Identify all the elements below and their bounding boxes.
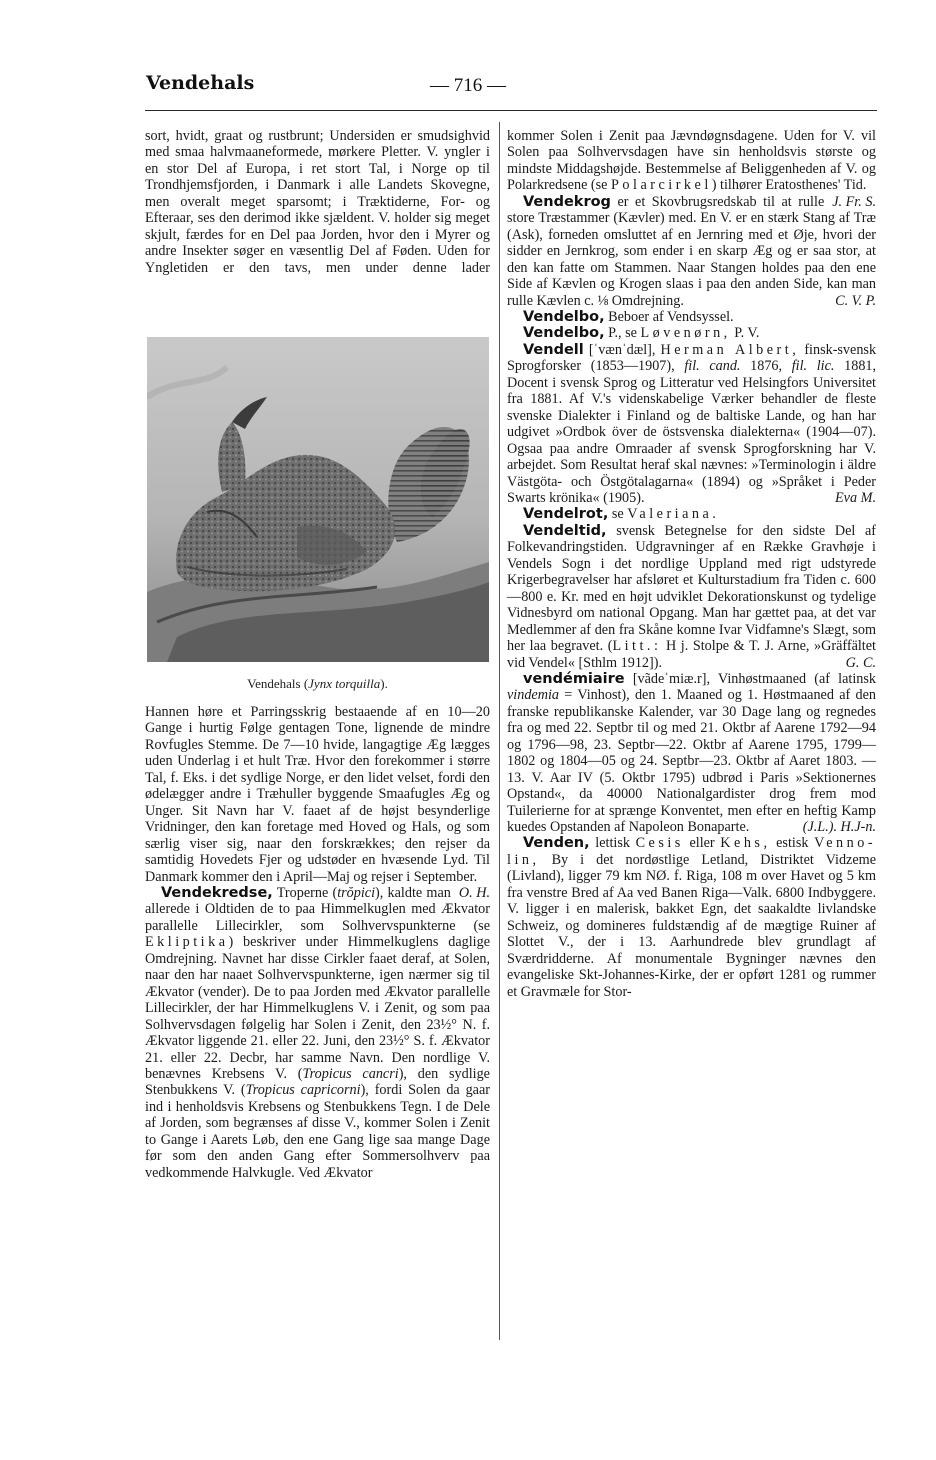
figure-caption — [145, 676, 490, 692]
caption-suffix: ). — [380, 676, 388, 691]
wryneck-bird-image — [147, 337, 489, 662]
author-signature: C. V. P. — [835, 292, 876, 309]
caption-text: Vendehals ( — [247, 676, 309, 691]
running-head-word: Vendehals — [146, 72, 255, 94]
headword: Vendelbo, — [523, 308, 605, 325]
headword: Vendekredse, — [161, 884, 273, 901]
entry-vendekredse: Vendekredse, Troperne (trŏpici), kaldte man allerede i Oldtiden de to paa Himmelkuglen med Ækvator parallelle Lillecirkler, som Solhvervspunkterne (se Ekliptika) beskriver under Himmelkuglens daglige Omdrejning. Navnet har disse Cirkler faaet deraf, at Solen, naar den har naaet Solhvervspunkterne, igen nærmer sig til Ækvator (vender). De to paa Jorden med Ækvator parallelle Lillecirkler, der har Himmelkuglens V. i Zenit, og som paa Solhvervsdagen følgelig har Solen i Zenit, den 23½° N. f. Ækvator liggende 21. eller 22. Juni, den 23½° S. f. Ækvator 21. eller 22. Decbr, har samme Navn. Den nordlige V. benævnes Krebsens V. (Tropicus cancri), den sydlige Stenbukkens V. (Tropicus capricorni), fordi Solen da gaar ind i henholdsvis Krebsens og Stenbukkens Tegn. I de Dele af Jorden, som begrænses af disse V., kommer Solen i Zenit to Gange i Aarets Løb, den ene Gang lige saa mange Dage før som den anden Gang efter Sommersolhverv paa vedkommende Halvkugle. Ved Ækvator — [145, 884, 490, 1181]
headword: Vendekrog — [523, 193, 611, 210]
left-column-top — [145, 128, 490, 293]
person-name: Herman Albert, — [660, 341, 800, 358]
cross-reference: Ekliptika — [145, 934, 229, 951]
entry-vendelrot: Vendelrot, se Valeriana. — [523, 506, 720, 523]
right-column — [507, 128, 876, 1000]
headword: Venden, — [523, 835, 590, 852]
literature-label: Litt.: — [612, 638, 662, 655]
entry-vendell: Vendell [ˈvænˈdæl], Herman Albert, finsk-svensk Sprogforsker (1853—1907), fil. cand. 1876, fil. lic. 1881, Docent i svensk Sprog og Litteratur ved Helsingfors Universitet fra 1881. Af V.'s videnskabelige Værker behandler de fleste svenske Dialekter i Finland og de baltiske Lande, og han har udgivet »Ordbok över de östsvenska dialekterna« (1904—07). Ogsaa paa andre Omraader af svensk Sprogforskning har V. arbejdet. Som Resultat heraf skal nævnes: »Terminologin i äldre Västgöta- och Östgötalagarna« (1894) og »Språket i Peder Swarts krönika« (1905). Eva M. — [507, 341, 877, 506]
entry-vendelbo-1: Vendelbo, Beboer af Vendsyssel. — [523, 308, 734, 325]
alt-name: Kehs, — [720, 835, 771, 852]
author-signature: O. H. — [458, 884, 490, 901]
cross-reference: Valeriana. — [627, 506, 720, 523]
author-signature: G. C. — [845, 654, 876, 671]
alt-name: Venno-lin, — [507, 835, 877, 868]
author-signature: J. Fr. S. — [832, 193, 876, 210]
cross-reference: Polarcirkel — [611, 177, 712, 194]
vendehals-continued: sort, hvidt, graat og rustbrunt; Undersiden er smudsighvid med smaa halvmaaneformede, mørkere Pletter. V. yngler i en stor Del af Europa, i ret stort Tal, i Norge op til Trondhjemsfjorden, i Danmark i alle Landets Skovegne, men overalt meget sparsomt; i Træktiderne, For- og Efteraar, ses den derimod ikke sjældent. V. holder sig meget skjult, færdes for en Del paa Jorden, hvor den i Myrer og andre Insekter søger en væsentlig Del af Føden. Uden for Yngletiden er den tavs, men under denne lader — [145, 128, 490, 276]
entry-venden: Venden, lettisk Cesis eller Kehs, estisk Venno-lin, By i det nordøstlige Letland, Distriktet Vidzeme (Livland), ligger 79 km NØ. f. Riga, 108 m over Havet og 5 km fra venstre Bred af Aa ved Banen Riga—Valk. 6800 Indbyggere. V. ligger i en malerisk, bakket Egn, det saakaldte livlandske Schweiz, og domineres fuldstændig af de mægtige Ruiner af Slottet V., der i 13. Aarhundrede blev grundlagt af Sværdridderne. Af monumentale Bygninger nævnes den evangeliske Skt-Johannes-Kirke, der er opført 1281 og rummer et Gravmæle for Stor- — [507, 835, 877, 1000]
page-number: — 716 — — [430, 75, 506, 96]
entry-vendelbo-2: Vendelbo, P., se Løvenørn, P. V. — [523, 325, 760, 342]
entry-vendeltid: Vendeltid, svensk Betegnelse for den sidste Del af Folkevandringstiden. Udgravninger af en Række Gravhøje i Vendels Sogn i det nordlige Uppland med rigt udstyrede Krigerbegravelser har afsløret et Kulturstadium fra Tiden c. 600—800 e. Kr. med en højt udviklet Dekorationskunst og tydelige Vidnesbyrd om national Opgang. Man har gættet paa, at det var Medlemmer af den fra Skåne komne Ivar Vidfamne's Slægt, som her laa begravet. (Litt.: H j. Stolpe & T. J. Arne, »Gräffältet vid Vendel« [Sthlm 1912]). G. C. — [507, 522, 877, 671]
vendehals-paragraph: Hannen høre et Parringsskrig bestaaende af en 10—20 Gange i hurtig Følge gentagen Tone, lignende de mindre Rovfugles Stemme. De 7—10 hvide, langagtige Æg lægges uden Underlag i et hult Træ. Hvor den forekommer i større Tal, f. Eks. i det sydlige Norge, er den lidet velset, fordi den ødelægger andre i Træhuller byggende Smaafugles Æg og Unger. Sit Navn har V. faaet af de højst besynderlige Vridninger, den kan foretage med Hoved og Hals, og som særlig viser sig, naar den forskrækkes; den rejser da samtidig Hovedets Fjer og udstøder en hvæsende Lyd. Til Danmark kommer den i April—Maj og rejser i September. O. H. — [145, 704, 490, 901]
vendehals-illustration — [147, 337, 489, 662]
entry-vendemiaire: vendémiaire [vãdeˈmiæ.r], Vinhøstmaaned (af latinsk vindemia = Vinhost), den 1. Maaned og 1. Høstmaaned af den franske republikanske Kalender, var 30 Dage lang og regnedes fra og med 22. Septbr til og med 21. Oktbr af Aarene 1792—94 og 1796—98, 23. Septbr—22. Oktbr af Aarene 1795, 1799—1802 og 1804—05 og 24. Septbr—23. Oktbr af Aaret 1803. — 13. V. Aar IV (5. Oktbr 1795) udbrød i Paris »Sektionernes Opstand«, da 40000 Nationalgardister drog frem mod Tuilerierne for at sprænge Konventet, men efter en heftig Kamp kuedes Opstanden af Napoleon Bonaparte. (J.L.). H.J-n. — [507, 670, 876, 836]
author-signature: Eva M. — [835, 489, 876, 506]
headword: vendémiaire — [523, 670, 625, 687]
caption-latin-name: Jynx torquilla — [308, 676, 381, 691]
headword: Vendell — [523, 341, 584, 358]
page-header — [0, 0, 936, 110]
header-rule — [145, 110, 877, 111]
column-divider — [499, 122, 500, 1340]
headword: Vendeltid, — [523, 522, 607, 539]
vendekredse-continued: kommer Solen i Zenit paa Jævndøgnsdagene. Uden for V. vil Solen paa Solhvervsdagen have sin henholdsvis største og mindste Middagshøjde. Bestemmelse af Beliggenheden af V. og Polarkredsene (se Polarcirkel) tilhører Eratosthenes' Tid. J. Fr. S. — [507, 128, 876, 210]
cross-reference: Løvenørn, — [640, 325, 731, 342]
headword: Vendelrot, — [523, 506, 609, 523]
headword: Vendelbo, — [523, 325, 605, 342]
left-column-bottom — [145, 704, 490, 1181]
alt-name: Cesis — [635, 835, 684, 852]
entry-vendekrog: Vendekrog er et Skovbrugsredskab til at rulle store Træstammer (Kævler) med. En V. er en stærk Stang af Træ (Ask), forneden omsluttet af en Jernring med et Øje, hvori der sidder en Jernkrog, som ender i en skarp Æg og er saa stor, at den kan fatte om Stammen. Naar Stangen holdes paa den ene Side af Kævlen og Krogen slaas i paa den anden Side, kan man rulle Kævlen c. ⅛ Omdrejning. C. V. P. — [507, 193, 876, 309]
author-signature: (J.L.). H.J-n. — [802, 819, 876, 836]
